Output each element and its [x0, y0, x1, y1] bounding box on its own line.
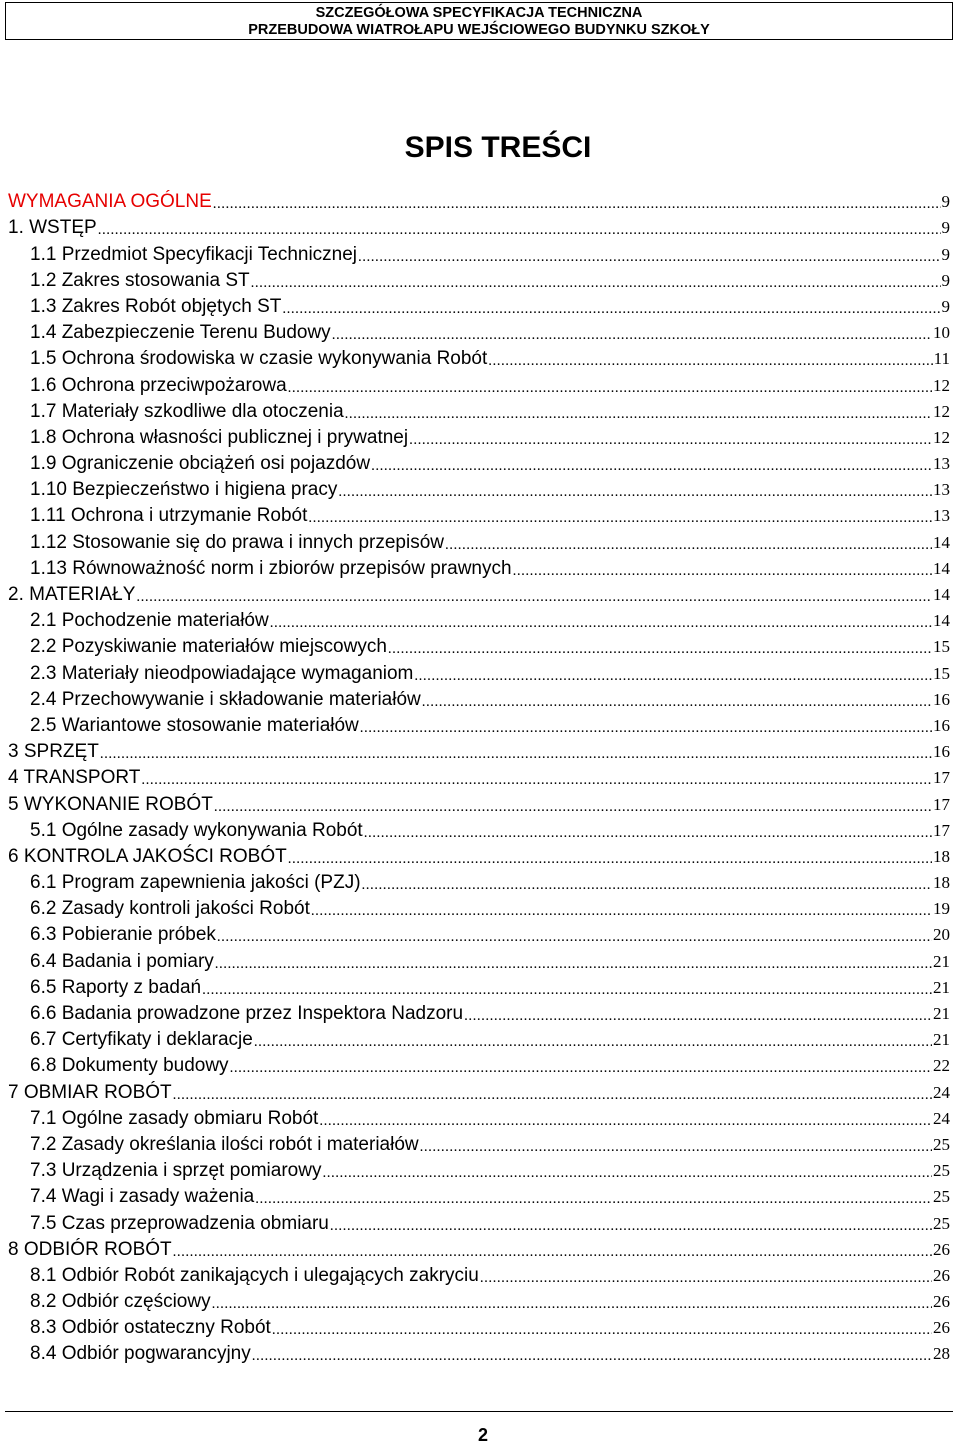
table-of-contents — [0, 187, 960, 1365]
toc-entry-page-number[interactable]: 24 — [933, 1108, 950, 1128]
toc-dot-leader — [282, 296, 940, 318]
toc-entry[interactable] — [0, 370, 960, 396]
toc-entry-label[interactable]: 1.2 Zakres stosowania ST — [30, 269, 250, 291]
toc-dot-leader — [98, 217, 941, 239]
toc-entry-label[interactable]: 1.13 Równoważność norm i zbiorów przepisów prawnych — [30, 557, 512, 579]
toc-entry[interactable] — [0, 501, 960, 527]
toc-entry[interactable] — [0, 606, 960, 632]
toc-entry-label[interactable]: 6.3 Pobieranie próbek — [30, 924, 216, 946]
footer-page-number — [0, 1424, 960, 1446]
toc-dot-leader — [173, 1239, 932, 1261]
toc-dot-leader — [319, 1108, 932, 1130]
toc-entry-label[interactable]: 1.6 Ochrona przeciwpożarowa — [30, 374, 287, 396]
toc-entry-page-number[interactable]: 25 — [933, 1187, 950, 1207]
toc-entry-page-number[interactable]: 14 — [933, 532, 950, 552]
toc-dot-leader — [371, 453, 932, 475]
toc-dot-leader — [213, 191, 941, 213]
toc-entry[interactable] — [0, 423, 960, 449]
toc-dot-leader — [202, 977, 932, 999]
toc-entry[interactable] — [0, 580, 960, 606]
toc-entry-label[interactable]: 2.3 Materiały nieodpowiadające wymaganiom — [30, 662, 414, 684]
toc-entry-page-number[interactable]: 25 — [933, 1161, 950, 1181]
toc-entry[interactable] — [0, 999, 960, 1025]
toc-dot-leader — [136, 584, 932, 606]
toc-entry-page-number[interactable]: 19 — [933, 899, 950, 919]
toc-dot-leader — [420, 1134, 932, 1156]
toc-entry[interactable] — [0, 1104, 960, 1130]
toc-dot-leader — [173, 1082, 932, 1104]
toc-entry[interactable] — [0, 1313, 960, 1339]
toc-entry-page-number[interactable]: 13 — [933, 506, 950, 526]
toc-entry-label[interactable]: 8.3 Odbiór ostateczny Robót — [30, 1317, 271, 1339]
toc-dot-leader — [100, 741, 932, 763]
toc-entry-label[interactable]: 3 SPRZĘT — [8, 741, 99, 763]
toc-entry-page-number[interactable]: 17 — [933, 768, 950, 788]
toc-entry[interactable] — [0, 239, 960, 265]
toc-entry[interactable] — [0, 1339, 960, 1365]
toc-entry-page-number[interactable]: 21 — [933, 1030, 950, 1050]
toc-entry-label[interactable]: 1.4 Zabezpieczenie Terenu Budowy — [30, 322, 331, 344]
toc-entry[interactable] — [0, 266, 960, 292]
toc-entry-label[interactable]: 1.12 Stosowanie się do prawa i innych przepisów — [30, 531, 445, 553]
toc-dot-leader — [288, 846, 932, 868]
toc-entry[interactable] — [0, 1077, 960, 1103]
toc-entry[interactable] — [0, 318, 960, 344]
toc-entry-label[interactable]: 6.2 Zasady kontroli jakości Robót — [30, 898, 310, 920]
toc-entry-page-number[interactable]: 16 — [933, 715, 950, 735]
toc-entry-page-number[interactable]: 11 — [933, 349, 950, 369]
toc-entry[interactable] — [0, 292, 960, 318]
toc-entry-page-number[interactable]: 12 — [933, 427, 950, 447]
toc-entry-page-number[interactable]: 21 — [933, 951, 950, 971]
toc-entry[interactable] — [0, 842, 960, 868]
toc-entry[interactable] — [0, 554, 960, 580]
toc-entry-label[interactable]: 8.4 Odbiór pogwarancyjny — [30, 1343, 251, 1365]
toc-entry[interactable] — [0, 449, 960, 475]
toc-entry-label[interactable]: 7.3 Urządzenia i sprzęt pomiarowy — [30, 1160, 322, 1182]
toc-entry[interactable] — [0, 1156, 960, 1182]
toc-entry-page-number[interactable]: 15 — [933, 637, 950, 657]
toc-entry-page-number[interactable]: 18 — [933, 873, 950, 893]
page-title — [0, 130, 960, 166]
toc-dot-leader — [513, 558, 932, 580]
toc-entry[interactable] — [0, 816, 960, 842]
toc-entry[interactable] — [0, 1261, 960, 1287]
toc-entry-label[interactable]: 1.10 Bezpieczeństwo i higiena pracy — [30, 479, 338, 501]
toc-entry-label[interactable]: 7.1 Ogólne zasady obmiaru Robót — [30, 1107, 319, 1129]
toc-dot-leader — [270, 610, 932, 632]
toc-dot-leader — [251, 270, 941, 292]
toc-entry-page-number[interactable]: 12 — [933, 401, 950, 421]
toc-entry-label[interactable]: 1.1 Przedmiot Specyfikacji Technicznej — [30, 243, 358, 265]
toc-dot-leader — [480, 1265, 932, 1287]
toc-entry-label[interactable]: 1. WSTĘP — [8, 217, 97, 239]
toc-dot-leader — [364, 820, 932, 842]
toc-dot-leader — [272, 1317, 932, 1339]
toc-entry[interactable] — [0, 1130, 960, 1156]
toc-entry[interactable] — [0, 868, 960, 894]
toc-entry-label[interactable]: 1.3 Zakres Robót objętych ST — [30, 295, 282, 317]
toc-entry-label[interactable]: 6 KONTROLA JAKOŚCI ROBÓT — [8, 845, 287, 867]
toc-entry-label[interactable]: 7 OBMIAR ROBÓT — [8, 1081, 172, 1103]
toc-entry-label[interactable]: 8.1 Odbiór Robót zanikających i ulegających zakryciu — [30, 1264, 479, 1286]
toc-entry[interactable] — [0, 1208, 960, 1234]
toc-entry-label[interactable]: 7.2 Zasady określania ilości robót i materiałów — [30, 1133, 419, 1155]
toc-entry-page-number[interactable]: 26 — [933, 1292, 950, 1312]
toc-entry-label[interactable]: 2.5 Wariantowe stosowanie materiałów — [30, 714, 359, 736]
toc-entry[interactable] — [0, 894, 960, 920]
toc-entry-label[interactable]: 1.5 Ochrona środowiska w czasie wykonywania Robót — [30, 348, 488, 370]
toc-entry-label[interactable]: 7.5 Czas przeprowadzenia obmiaru — [30, 1212, 329, 1234]
toc-entry-page-number[interactable]: 26 — [933, 1265, 950, 1285]
toc-entry-page-number[interactable]: 9 — [941, 296, 950, 316]
toc-entry-page-number[interactable]: 12 — [933, 375, 950, 395]
toc-dot-leader — [255, 1186, 932, 1208]
toc-entry-page-number[interactable]: 15 — [933, 663, 950, 683]
toc-entry-page-number[interactable]: 25 — [933, 1134, 950, 1154]
toc-entry-page-number[interactable]: 9 — [941, 244, 950, 264]
toc-dot-leader — [445, 532, 932, 554]
toc-entry-page-number[interactable]: 18 — [933, 846, 950, 866]
toc-dot-leader — [330, 1213, 932, 1235]
page-title-text: SPIS TREŚCI — [404, 131, 592, 164]
toc-dot-leader — [288, 375, 932, 397]
toc-dot-leader — [362, 872, 932, 894]
toc-entry-label[interactable]: 2.2 Pozyskiwanie materiałów miejscowych — [30, 636, 387, 658]
toc-dot-leader — [141, 767, 932, 789]
toc-dot-leader — [409, 427, 932, 449]
toc-entry-page-number[interactable]: 9 — [941, 218, 950, 238]
toc-entry-label[interactable]: 6.7 Certyfikaty i deklaracje — [30, 1029, 253, 1051]
toc-dot-leader — [230, 1055, 932, 1077]
toc-entry-page-number[interactable]: 14 — [933, 585, 950, 604]
toc-entry[interactable] — [0, 920, 960, 946]
toc-entry[interactable] — [0, 1235, 960, 1261]
toc-entry-label[interactable]: 8 ODBIÓR ROBÓT — [8, 1238, 172, 1260]
toc-entry-label[interactable]: 6.6 Badania prowadzone przez Inspektora Nadzoru — [30, 1003, 464, 1024]
toc-entry[interactable] — [0, 632, 960, 658]
header-title-line-1: SZCZEGÓŁOWA SPECYFIKACJA TECHNICZNA — [315, 5, 643, 21]
toc-entry-page-number[interactable]: 28 — [933, 1344, 950, 1364]
toc-entry-label[interactable]: 5 WYKONANIE ROBÓT — [8, 793, 213, 815]
toc-entry[interactable] — [0, 946, 960, 972]
toc-entry-page-number[interactable]: 9 — [941, 192, 950, 212]
toc-entry-label[interactable]: 1.7 Materiały szkodliwe dla otoczenia — [30, 400, 344, 422]
toc-entry[interactable] — [0, 344, 960, 370]
toc-dot-leader — [214, 794, 932, 816]
toc-entry-page-number[interactable]: 26 — [933, 1239, 950, 1259]
toc-entry-page-number[interactable]: 20 — [933, 925, 950, 945]
toc-dot-leader — [422, 689, 932, 711]
footer-divider — [5, 1411, 953, 1412]
toc-entry-label[interactable]: WYMAGANIA OGÓLNE — [8, 191, 212, 213]
toc-entry[interactable] — [0, 1287, 960, 1313]
toc-entry-page-number[interactable]: 16 — [933, 689, 950, 709]
toc-dot-leader — [414, 663, 932, 685]
toc-dot-leader — [254, 1029, 932, 1051]
toc-entry-page-number[interactable]: 21 — [933, 1004, 950, 1023]
toc-entry-page-number[interactable]: 17 — [933, 820, 950, 840]
toc-entry-label[interactable]: 6.1 Program zapewnienia jakości (PZJ) — [30, 872, 361, 894]
toc-entry-label[interactable]: 1.8 Ochrona własności publicznej i prywatnej — [30, 426, 409, 448]
toc-entry[interactable] — [0, 213, 960, 239]
document-header — [5, 2, 953, 40]
toc-dot-leader — [345, 401, 932, 423]
toc-dot-leader — [212, 1291, 932, 1313]
toc-entry[interactable] — [0, 1182, 960, 1208]
toc-entry-label[interactable]: 7.4 Wagi i zasady ważenia — [30, 1186, 255, 1208]
toc-dot-leader — [311, 898, 932, 920]
toc-entry-page-number[interactable]: 24 — [933, 1082, 950, 1102]
toc-dot-leader — [215, 951, 932, 973]
toc-dot-leader — [464, 1003, 932, 1025]
toc-entry[interactable] — [0, 187, 960, 213]
toc-entry[interactable] — [0, 685, 960, 711]
toc-entry[interactable] — [0, 527, 960, 553]
toc-entry-page-number[interactable]: 13 — [933, 454, 950, 474]
toc-entry-label[interactable]: 2.1 Pochodzenie materiałów — [30, 610, 269, 632]
toc-entry-label[interactable]: 6.5 Raporty z badań — [30, 976, 202, 998]
footer-page-number-text: 2 — [477, 1425, 488, 1445]
toc-entry-page-number[interactable]: 21 — [933, 977, 950, 997]
toc-entry[interactable] — [0, 1051, 960, 1077]
toc-entry[interactable] — [0, 658, 960, 684]
toc-dot-leader — [322, 1160, 932, 1182]
toc-entry-page-number[interactable]: 9 — [941, 270, 950, 290]
toc-entry-page-number[interactable]: 16 — [933, 742, 950, 762]
toc-entry[interactable] — [0, 737, 960, 763]
toc-dot-leader — [338, 479, 932, 501]
toc-entry[interactable] — [0, 711, 960, 737]
toc-entry[interactable] — [0, 973, 960, 999]
toc-dot-leader — [308, 505, 932, 527]
toc-dot-leader — [488, 348, 932, 370]
toc-entry[interactable] — [0, 789, 960, 815]
toc-entry-label[interactable]: 6.8 Dokumenty budowy — [30, 1055, 229, 1077]
toc-entry-page-number[interactable]: 10 — [933, 323, 950, 343]
toc-entry[interactable] — [0, 475, 960, 501]
toc-entry-page-number[interactable]: 25 — [933, 1213, 950, 1233]
toc-dot-leader — [217, 924, 932, 946]
toc-dot-leader — [252, 1343, 932, 1365]
toc-entry-page-number[interactable]: 17 — [933, 794, 950, 814]
toc-dot-leader — [388, 636, 932, 658]
toc-entry-label[interactable]: 4 TRANSPORT — [8, 767, 141, 789]
toc-entry-label[interactable]: 2. MATERIAŁY — [8, 584, 136, 605]
toc-entry-page-number[interactable]: 14 — [933, 558, 950, 578]
toc-entry-label[interactable]: 1.9 Ograniczenie obciążeń osi pojazdów — [30, 453, 371, 475]
header-title-line-2: PRZEBUDOWA WIATROŁAPU WEJŚCIOWEGO BUDYNKU SZKOŁY — [248, 22, 710, 38]
toc-dot-leader — [360, 715, 932, 737]
toc-entry-page-number[interactable]: 26 — [933, 1318, 950, 1338]
toc-dot-leader — [332, 322, 932, 344]
toc-entry[interactable] — [0, 1025, 960, 1051]
toc-entry-label[interactable]: 6.4 Badania i pomiary — [30, 950, 214, 972]
toc-entry-label[interactable]: 8.2 Odbiór częściowy — [30, 1291, 211, 1313]
toc-entry[interactable] — [0, 397, 960, 423]
toc-dot-leader — [358, 244, 940, 266]
toc-entry-label[interactable]: 5.1 Ogólne zasady wykonywania Robót — [30, 819, 363, 841]
toc-entry-page-number[interactable]: 13 — [933, 480, 950, 500]
toc-entry[interactable] — [0, 763, 960, 789]
toc-entry-label[interactable]: 1.11 Ochrona i utrzymanie Robót — [30, 505, 308, 527]
toc-entry-page-number[interactable]: 22 — [933, 1056, 950, 1076]
toc-entry-label[interactable]: 2.4 Przechowywanie i składowanie materiałów — [30, 688, 421, 710]
toc-entry-page-number[interactable]: 14 — [933, 611, 950, 631]
